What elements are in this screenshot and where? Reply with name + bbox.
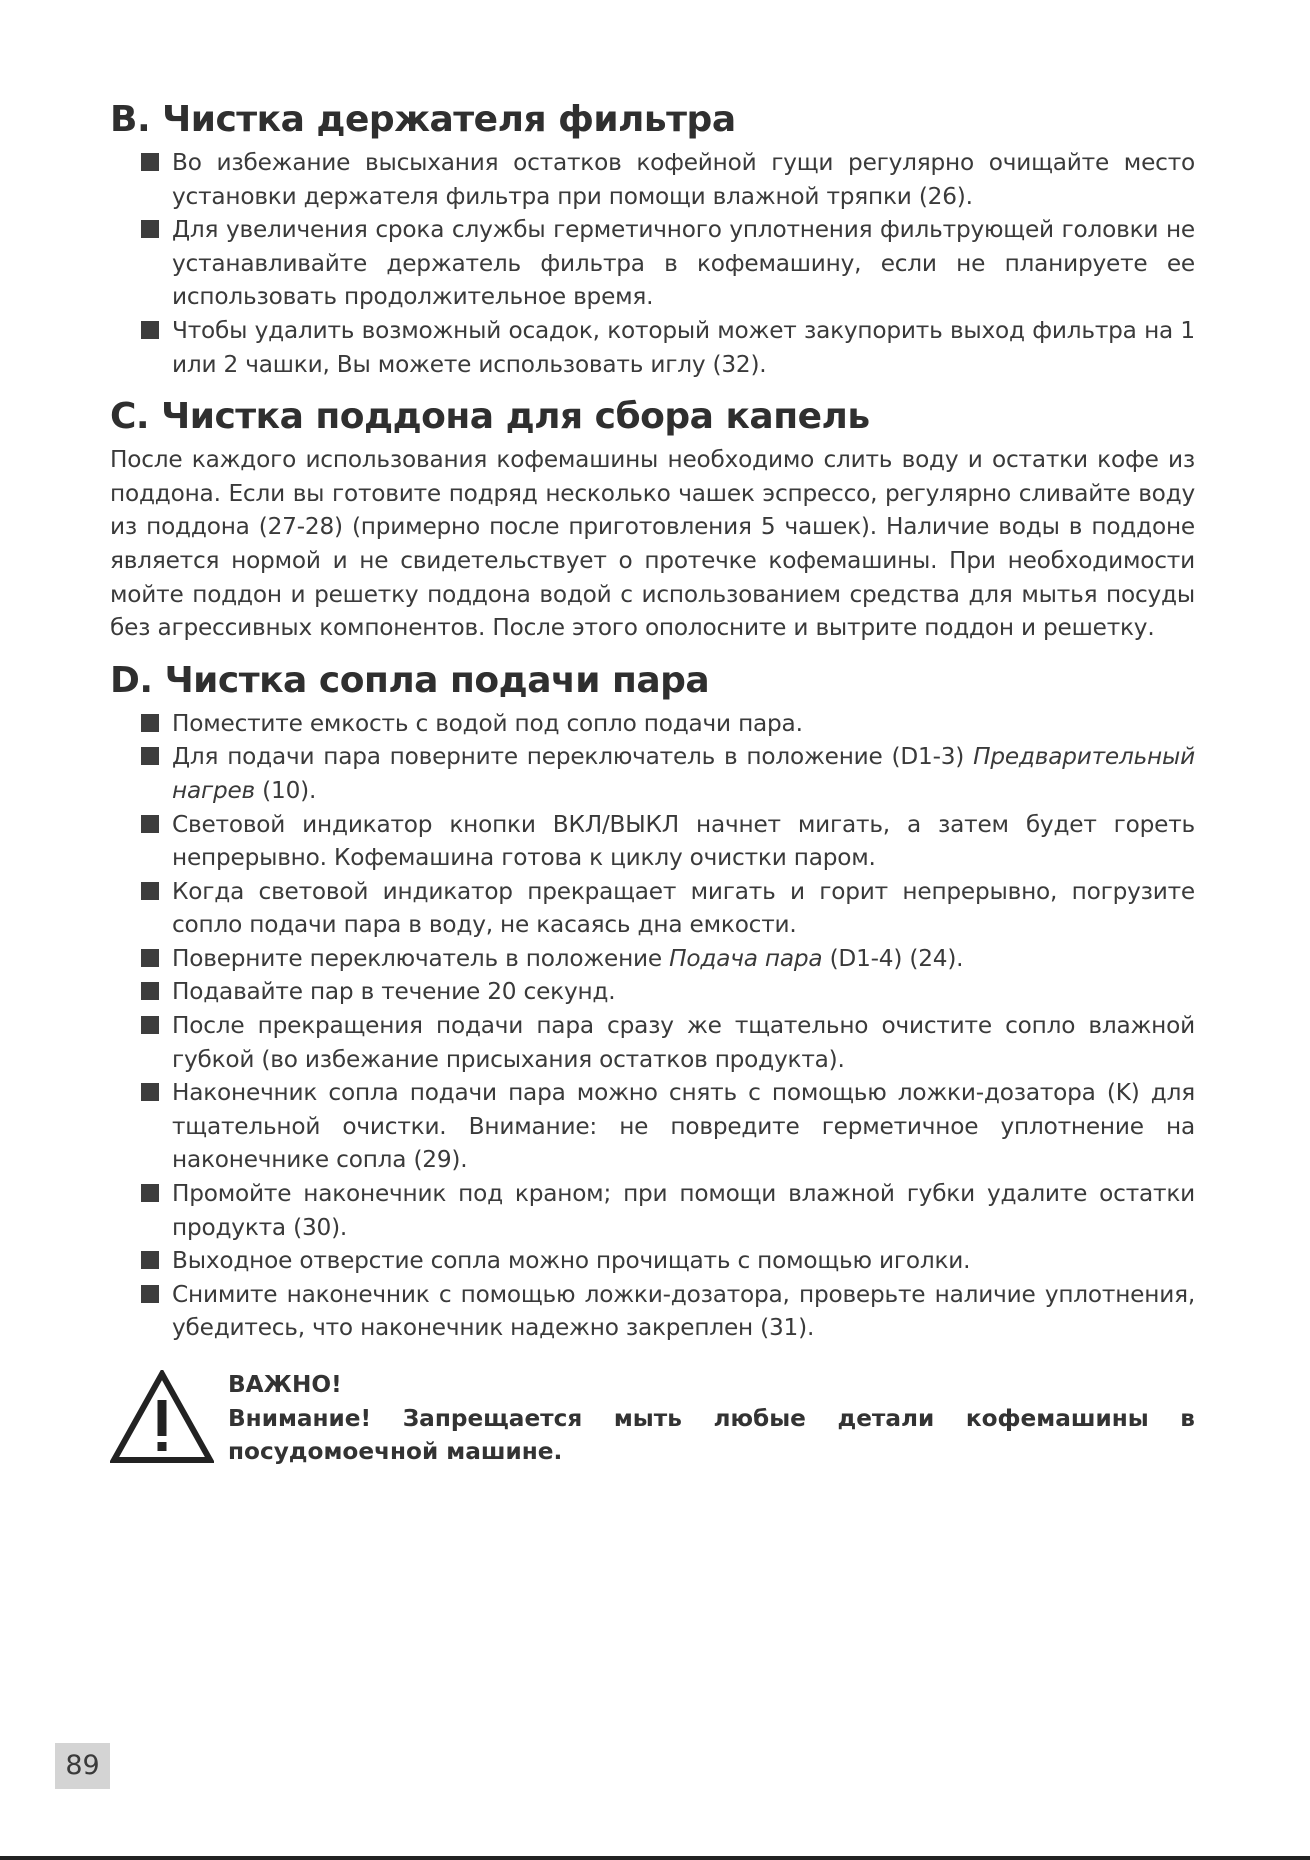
warning-line-2: посудомоечной машине.: [228, 1438, 563, 1466]
square-bullet-icon: [141, 1083, 159, 1101]
warning-box: [110, 1368, 1195, 1488]
list-item: Для подачи пара поверните переключатель в положение (D1-3) Предварительный нагрев (10).: [110, 740, 1195, 807]
square-bullet-icon: [141, 982, 159, 1000]
square-bullet-icon: [141, 1251, 159, 1269]
list-item: Чтобы удалить возможный осадок, который может закупорить выход фильтра на 1 или 2 чашки, Вы можете использовать иглу (32).: [110, 314, 1195, 381]
section-d-title: D. Чистка сопла подачи пара: [110, 659, 710, 701]
page-number: 89: [55, 1743, 110, 1789]
page-content: [110, 98, 1195, 1359]
section-b-title: B. Чистка держателя фильтра: [110, 99, 736, 140]
section-c-paragraph: После каждого использования кофемашины необходимо слить воду и остатки кофе из поддона. Если вы готовите подряд несколько чашек эспрессо, регулярно сливайте воду из поддона (27-28) (примерно после приготовления 5 чашек). Наличие воды в поддоне является нормой и не свидетельствует о протечке кофемашины. При необходимости мойте поддон и решетку поддона водой с использованием средства для мытья посуды без агрессивных компонентов. После этого ополосните и вытрите поддон и решетку.: [110, 446, 1195, 642]
list-item: Когда световой индикатор прекращает мигать и горит непрерывно, погрузите сопло подачи пара в воду, не касаясь дна емкости.: [110, 875, 1195, 942]
square-bullet-icon: [141, 153, 159, 171]
warning-line-1: Внимание! Запрещается мыть любые детали кофемашины в: [228, 1404, 1195, 1432]
section-c-title: C. Чистка поддона для сбора капель: [110, 396, 870, 438]
list-item: Для увеличения срока службы герметичного уплотнения фильтрующей головки не устанавливайте держатель фильтра в кофемашину, если не планируете ее использовать продолжительное время.: [110, 213, 1195, 314]
section-c: [110, 395, 1195, 645]
square-bullet-icon: [141, 220, 159, 238]
square-bullet-icon: [141, 321, 159, 339]
list-item: Промойте наконечник под краном; при помощи влажной губки удалите остатки продукта (30).: [110, 1177, 1195, 1244]
warning-triangle-icon: [110, 1370, 214, 1464]
section-d: [110, 659, 1195, 1345]
list-item: Снимите наконечник с помощью ложки-дозатора, проверьте наличие уплотнения, убедитесь, что наконечник надежно закреплен (31).: [110, 1278, 1195, 1345]
square-bullet-icon: [141, 815, 159, 833]
list-item: Во избежание высыхания остатков кофейной гущи регулярно очищайте место установки держателя фильтра при помощи влажной тряпки (26).: [110, 146, 1195, 213]
square-bullet-icon: [141, 714, 159, 732]
list-item: Поместите емкость с водой под сопло подачи пара.: [110, 707, 1195, 741]
section-b-list: [110, 146, 1195, 381]
bottom-rule: [0, 1856, 1310, 1860]
square-bullet-icon: [141, 949, 159, 967]
square-bullet-icon: [141, 747, 159, 765]
section-b: [110, 98, 1195, 381]
section-d-list: [110, 707, 1195, 1345]
list-item: Поверните переключатель в положение Подача пара (D1-4) (24).: [110, 942, 1195, 976]
list-item: Подавайте пар в течение 20 секунд.: [110, 975, 1195, 1009]
square-bullet-icon: [141, 1016, 159, 1034]
list-item: Световой индикатор кнопки ВКЛ/ВЫКЛ начнет мигать, а затем будет гореть непрерывно. Кофемашина готова к циклу очистки паром.: [110, 808, 1195, 875]
warning-text: [228, 1368, 1195, 1469]
square-bullet-icon: [141, 882, 159, 900]
list-item: Выходное отверстие сопла можно прочищать с помощью иголки.: [110, 1244, 1195, 1278]
list-item: После прекращения подачи пара сразу же тщательно очистите сопло влажной губкой (во избежание присыхания остатков продукта).: [110, 1009, 1195, 1076]
list-item: Наконечник сопла подачи пара можно снять с помощью ложки-дозатора (K) для тщательной очистки. Внимание: не повредите герметичное уплотнение на наконечнике сопла (29).: [110, 1076, 1195, 1177]
square-bullet-icon: [141, 1184, 159, 1202]
warning-heading: ВАЖНО!: [228, 1371, 342, 1398]
square-bullet-icon: [141, 1285, 159, 1303]
